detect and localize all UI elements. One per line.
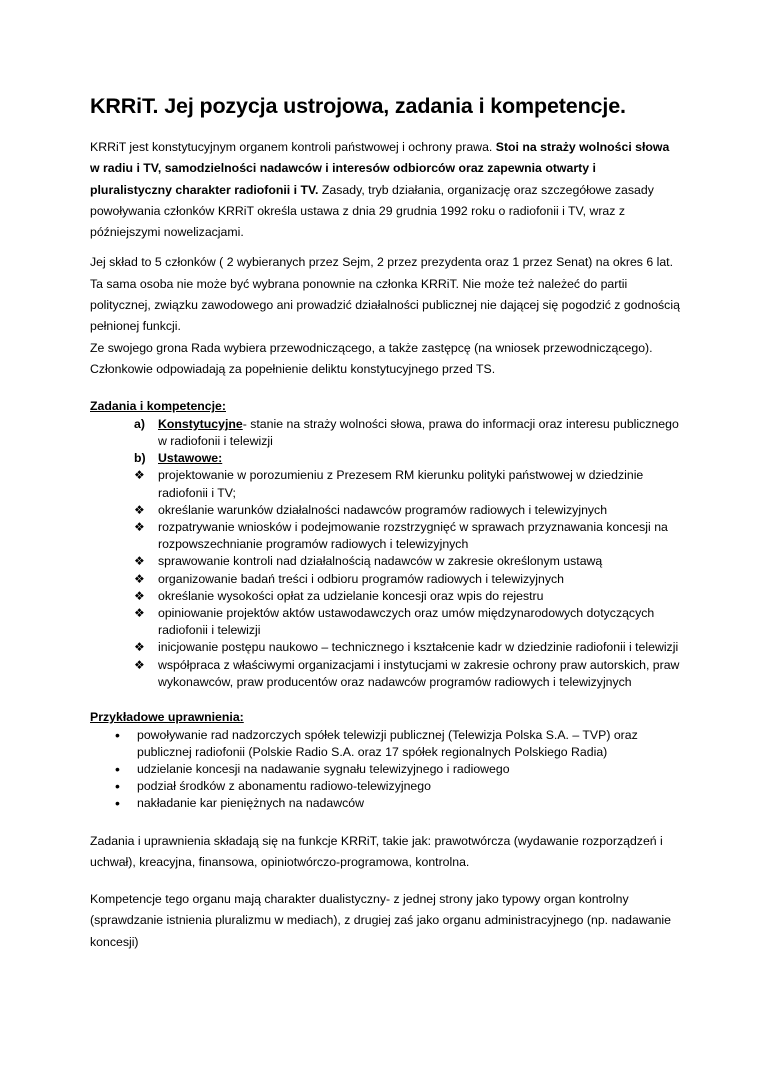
bullet-icon: •: [115, 778, 120, 795]
list-item-text: sprawowanie kontroli nad działalnością nadawców w zakresie określonym ustawą: [158, 554, 603, 569]
list-item: [90, 727, 680, 761]
powers-heading: Przykładowe uprawnienia:: [90, 710, 244, 725]
bullet-icon: •: [115, 795, 120, 812]
diamond-bullet-icon: ❖: [134, 502, 145, 517]
list-item: [90, 657, 680, 691]
task-item-statutory: [90, 450, 680, 467]
tasks-heading: Zadania i kompetencje:: [90, 399, 226, 414]
list-item-text: podział środków z abonamentu radiowo-telewizyjnego: [137, 779, 431, 794]
task-item-constitutional: [90, 416, 680, 450]
competence-paragraph: Kompetencje tego organu mają charakter dualistyczny- z jednej strony jako typowy organ kontrolny (sprawdzanie istnienia pluralizmu w mediach), z drugiej zaś jako organu administracyjnego (np. nadawanie koncesji): [90, 892, 671, 949]
list-item: [90, 778, 680, 795]
list-item-text: projektowanie w porozumieniu z Prezesem RM kierunku polityki państwowej w dziedzinie radiofonii i TV;: [158, 468, 644, 500]
diamond-bullet-icon: ❖: [134, 640, 145, 655]
document-title: KRRiT. Jej pozycja ustrojowa, zadania i kompetencje.: [90, 94, 626, 118]
list-item-text: określanie warunków działalności nadawców programów radiowych i telewizyjnych: [158, 502, 608, 517]
list-item: [90, 639, 680, 656]
list-item-text: inicjowanie postępu naukowo – technicznego i kształcenie kadr w dziedzinie radiofonii i telewizji: [158, 640, 679, 655]
list-item: [90, 761, 680, 778]
list-item-text: współpraca z właściwymi organizacjami i instytucjami w zakresie ochrony praw autorskich, praw wykonawców, praw producentów oraz nadawców programów radiowych i telewizyjnych: [158, 657, 680, 689]
list-item: [90, 502, 680, 519]
diamond-bullet-icon: ❖: [134, 519, 145, 534]
task-label: Konstytucyjne: [158, 416, 243, 431]
task-text: - stanie na straży wolności słowa, prawa do informacji oraz interesu publicznego w radiofonii i telewizji: [158, 416, 679, 448]
bullet-icon: •: [115, 760, 120, 777]
list-item-text: określanie wysokości opłat za udzielanie koncesji oraz wpis do rejestru: [158, 588, 544, 603]
list-item-text: opiniowanie projektów aktów ustawodawczych oraz umów międzynarodowych dotyczących radiofonii i telewizji: [158, 606, 655, 638]
composition-paragraph: Jej skład to 5 członków ( 2 wybieranych przez Sejm, 2 przez prezydenta oraz 1 przez Senat) na okres 6 lat. Ta sama osoba nie może być wybrana ponownie na członka KRRiT. Nie może też należeć do partii politycznej, związku zawodowego ani prowadzić działalności publicznej nie dającej się pogodzić z godnością pełnionej funkcji.: [90, 255, 680, 334]
diamond-bullet-icon: ❖: [134, 657, 145, 672]
diamond-bullet-icon: ❖: [134, 468, 145, 483]
list-item-text: udzielanie koncesji na nadawanie sygnału telewizyjnego i radiowego: [137, 761, 510, 776]
list-item: [90, 519, 680, 553]
document-page: [90, 92, 680, 953]
list-item: [90, 571, 680, 588]
intro-text-end: Zasady, tryb działania, organizację oraz szczegółowe zasady powoływania członków KRRiT określa ustawa z dnia 29 grudnia 1992 roku o radiofonii i TV, wraz z późniejszymi nowelizacjami.: [90, 182, 654, 240]
list-item-text: powoływanie rad nadzorczych spółek telewizji publicznej (Telewizja Polska S.A. – TVP) oraz publicznej radiofonii (Polskie Radio S.A. oraz 17 spółek regionalnych Polskiego Radia): [137, 727, 638, 759]
list-item: [90, 605, 680, 639]
list-item-text: organizowanie badań treści i odbioru programów radiowych i telewizyjnych: [158, 571, 565, 586]
statutory-list: [90, 467, 680, 691]
list-item: [90, 795, 680, 812]
bullet-icon: •: [115, 726, 120, 743]
task-marker: a): [134, 416, 145, 431]
task-marker: b): [134, 451, 146, 466]
list-item: [90, 553, 680, 570]
functions-paragraph: Zadania i uprawnienia składają się na funkcje KRRiT, takie jak: prawotwórcza (wydawanie rozporządzeń i uchwał), kreacyjna, finansowa, opiniotwórczo-programowa, kontrolna.: [90, 833, 663, 869]
intro-paragraph: [90, 137, 680, 243]
intro-text-start: KRRiT jest konstytucyjnym organem kontroli państwowej i ochrony prawa.: [90, 140, 496, 154]
diamond-bullet-icon: ❖: [134, 588, 145, 603]
composition-section: [90, 252, 680, 380]
list-item: [90, 588, 680, 605]
powers-list: [90, 727, 680, 813]
chair-paragraph: Ze swojego grona Rada wybiera przewodniczącego, a także zastępcę (na wniosek przewodniczącego). Członkowie odpowiadają za popełnienie deliktu konstytucyjnego przed TS.: [90, 340, 653, 376]
diamond-bullet-icon: ❖: [134, 606, 145, 620]
intro-bold-text: Stoi na straży wolności słowa w radiu i TV, samodzielności nadawców i interesów odbiorców oraz zapewnia otwarty i pluralistyczny charakter radiofonii i TV.: [90, 140, 670, 197]
diamond-bullet-icon: ❖: [134, 571, 145, 586]
list-item-text: rozpatrywanie wniosków i podejmowanie rozstrzygnięć w sprawach przyznawania koncesji na rozpowszechnianie programów radiowych i telewizyjnych: [158, 519, 668, 552]
tasks-list: [90, 416, 680, 468]
list-item-text: nakładanie kar pieniężnych na nadawców: [137, 796, 364, 811]
list-item: [90, 467, 680, 501]
task-label: Ustawowe:: [158, 451, 223, 466]
diamond-bullet-icon: ❖: [134, 554, 145, 569]
